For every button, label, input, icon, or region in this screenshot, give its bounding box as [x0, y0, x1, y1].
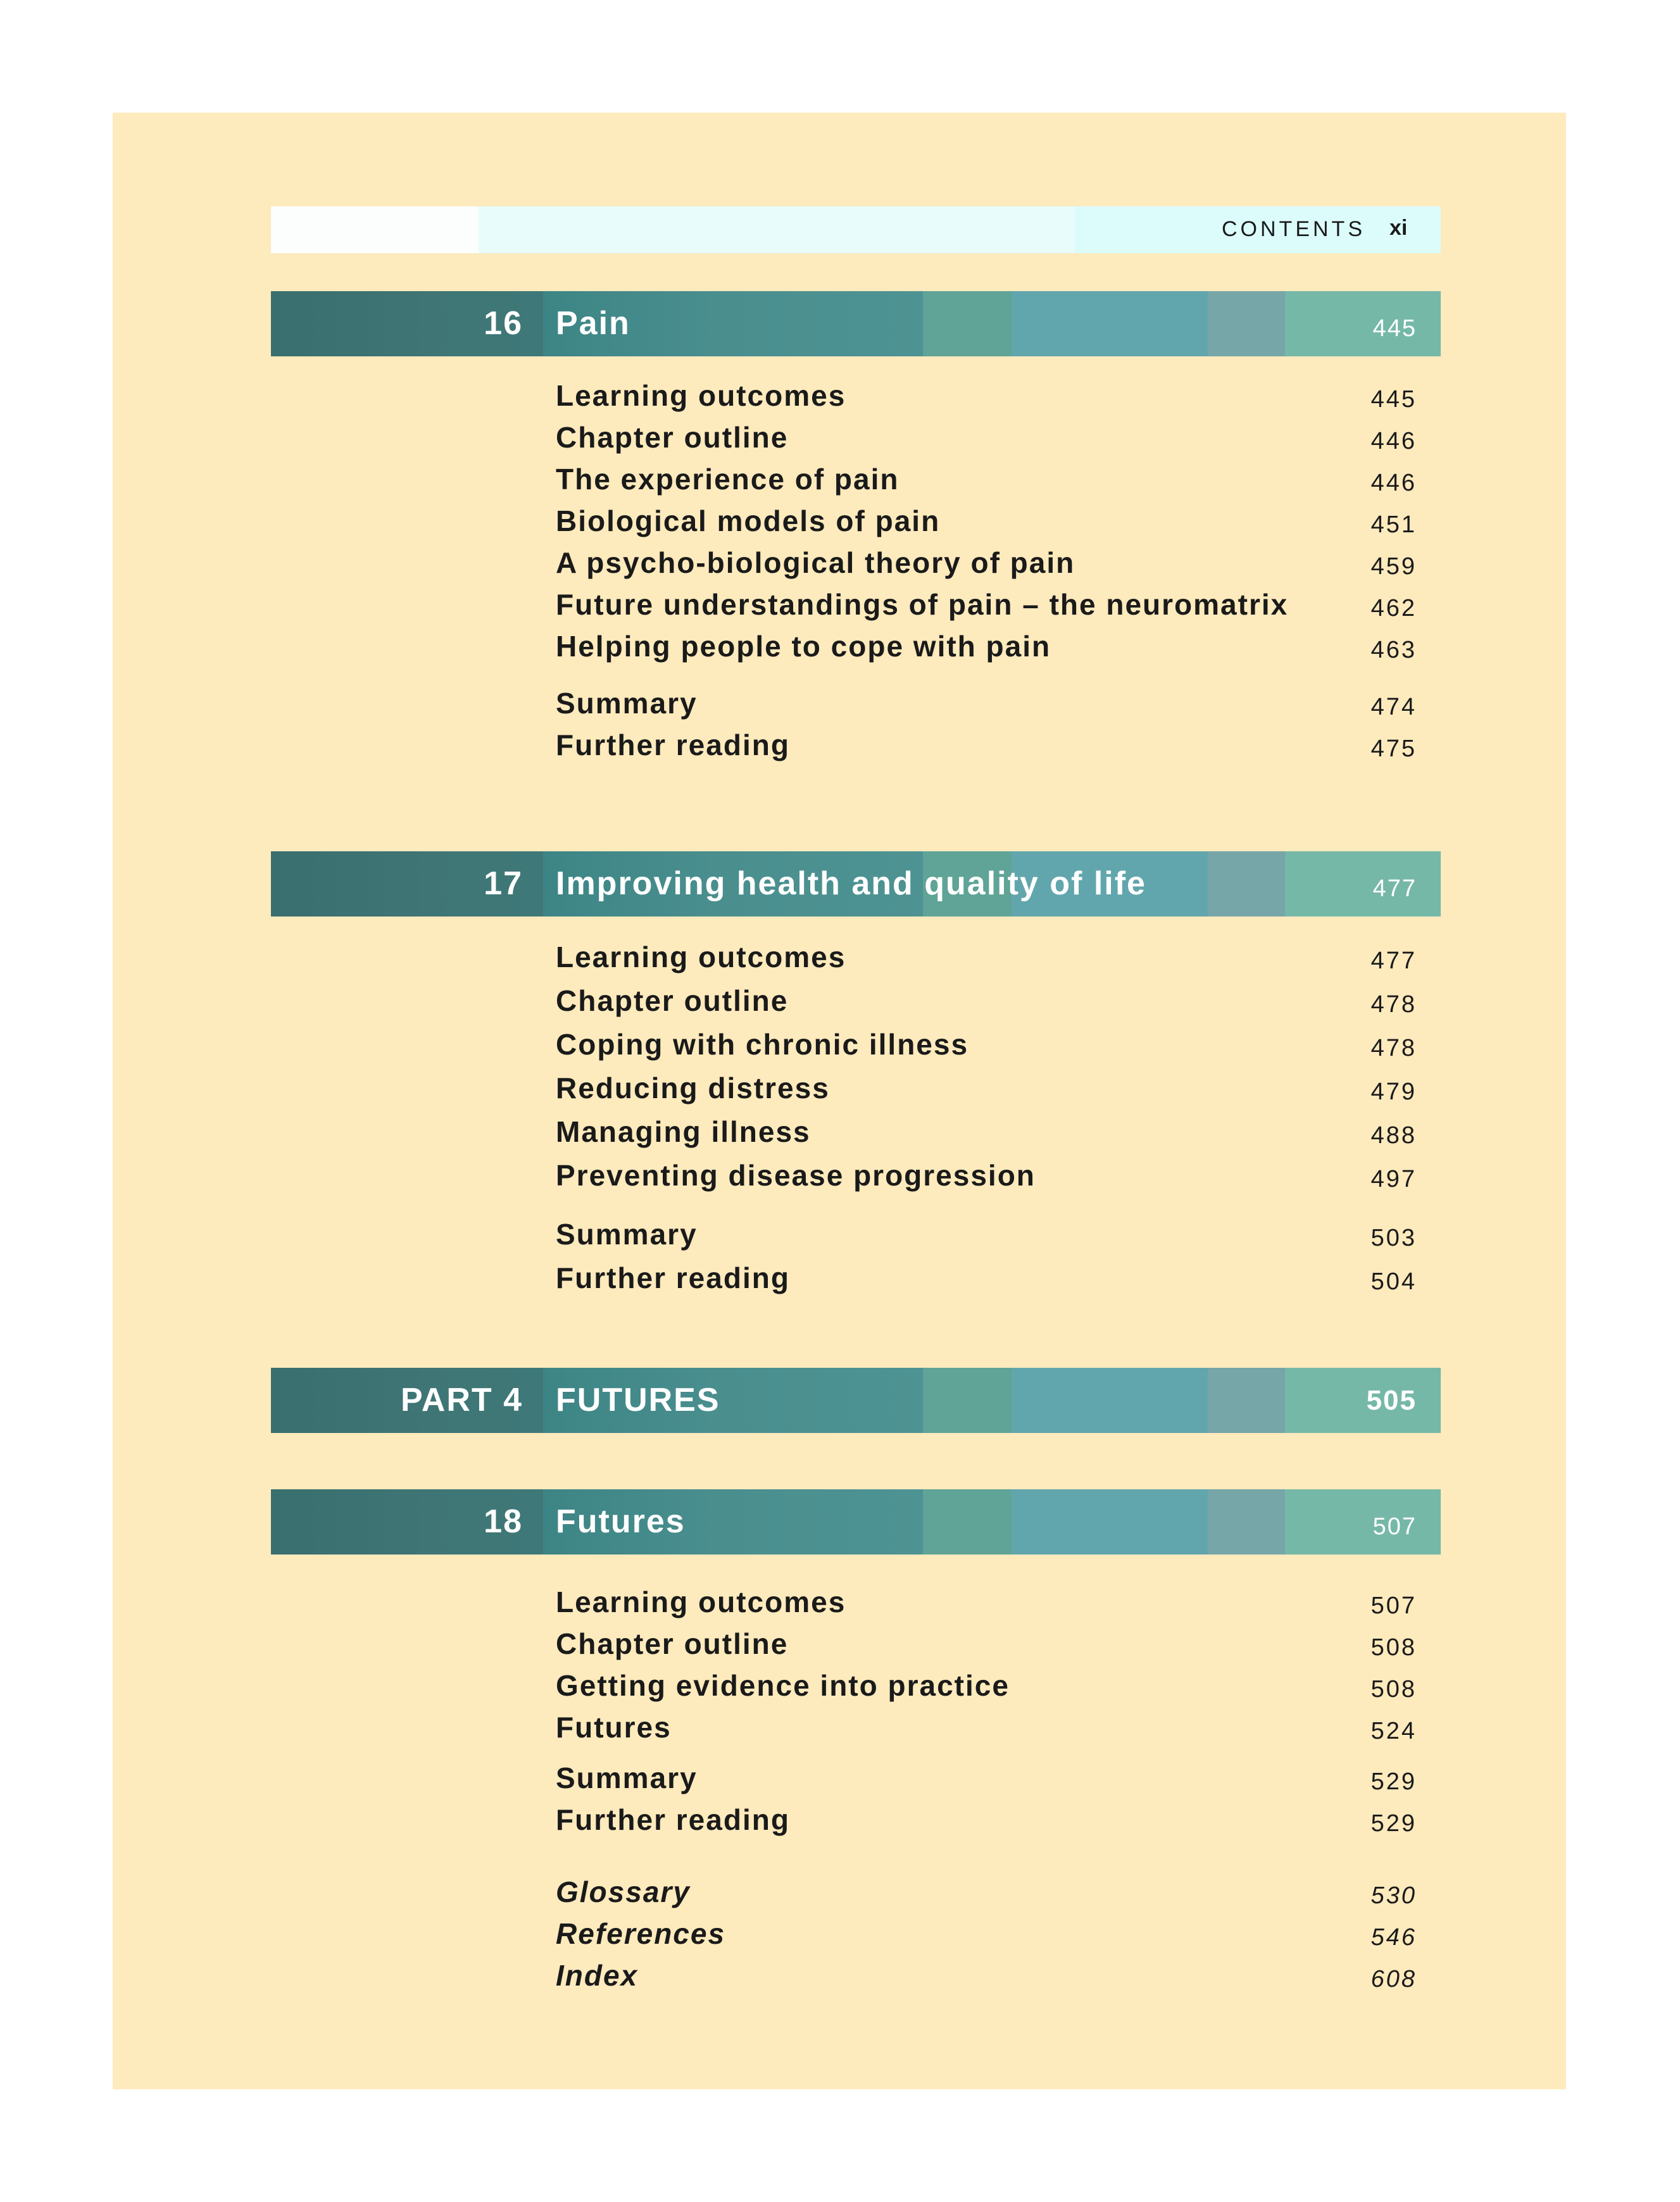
entry-title: Coping with chronic illness	[556, 1028, 969, 1061]
entry-title: A psycho-biological theory of pain	[556, 546, 1075, 579]
toc-entry-references[interactable]	[556, 1913, 1417, 1955]
chapter-16-entries	[556, 375, 1417, 766]
toc-entry[interactable]	[556, 724, 1417, 766]
toc-entry[interactable]	[556, 1111, 1417, 1154]
entry-title: Helping people to cope with pain	[556, 630, 1051, 663]
entry-page: 478	[1370, 991, 1417, 1018]
entry-title: The experience of pain	[556, 463, 900, 496]
toc-entry[interactable]	[556, 416, 1417, 458]
chapter-number: 18	[484, 1503, 523, 1540]
running-header-label: CONTENTS	[1222, 217, 1365, 241]
toc-entry[interactable]	[556, 1067, 1417, 1111]
toc-entry[interactable]	[556, 936, 1417, 980]
toc-entry[interactable]	[556, 1665, 1417, 1706]
part-title: FUTURES	[556, 1382, 720, 1418]
entry-page: 479	[1370, 1079, 1417, 1105]
toc-entry[interactable]	[556, 682, 1417, 724]
part-page: 505	[1366, 1385, 1417, 1416]
entry-page: 507	[1370, 1592, 1417, 1619]
entry-page: 508	[1370, 1676, 1417, 1703]
toc-entry[interactable]	[556, 1154, 1417, 1198]
chapter-title: Pain	[556, 305, 630, 342]
entry-title: Chapter outline	[556, 1627, 789, 1660]
chapter-title: Improving health and quality of life	[556, 865, 1146, 902]
chapter-16-heading-bar[interactable]	[271, 291, 1441, 356]
chapter-17-heading-bar[interactable]	[271, 851, 1441, 916]
entry-title: Futures	[556, 1711, 672, 1744]
entry-page: 463	[1370, 637, 1417, 663]
chapter-page: 477	[1372, 875, 1417, 902]
entry-page: 608	[1370, 1966, 1417, 1992]
toc-entry[interactable]	[556, 584, 1417, 625]
entry-page: 530	[1370, 1882, 1417, 1909]
toc-entry[interactable]	[556, 625, 1417, 667]
chapter-title: Futures	[556, 1503, 686, 1540]
entry-page: 497	[1370, 1166, 1417, 1192]
entry-title: Index	[556, 1959, 639, 1992]
toc-entry[interactable]	[556, 1257, 1417, 1301]
toc-entry[interactable]	[556, 1799, 1417, 1841]
entry-page: 474	[1370, 694, 1417, 720]
entry-page: 546	[1370, 1924, 1417, 1951]
entry-title: Getting evidence into practice	[556, 1669, 1010, 1702]
entry-title: Glossary	[556, 1875, 691, 1908]
chapter-number: 17	[484, 865, 523, 902]
entry-page: 462	[1370, 595, 1417, 622]
entry-title: Summary	[556, 687, 698, 720]
running-header-page-number: xi	[1389, 216, 1408, 240]
entry-title: Further reading	[556, 1261, 790, 1294]
toc-entry[interactable]	[556, 458, 1417, 500]
chapter-18-heading-bar[interactable]	[271, 1489, 1441, 1555]
toc-entry-glossary[interactable]	[556, 1871, 1417, 1913]
entry-page: 445	[1370, 386, 1417, 413]
entry-title: Learning outcomes	[556, 1586, 846, 1618]
toc-entry[interactable]	[556, 375, 1417, 416]
chapter-18-entries	[556, 1581, 1417, 1996]
toc-entry[interactable]	[556, 1213, 1417, 1257]
entry-title: Managing illness	[556, 1115, 811, 1148]
entry-page: 478	[1370, 1035, 1417, 1061]
entry-title: Learning outcomes	[556, 941, 846, 973]
entry-page: 508	[1370, 1634, 1417, 1661]
entry-page: 504	[1370, 1268, 1417, 1295]
entry-title: Chapter outline	[556, 984, 789, 1017]
toc-entry[interactable]	[556, 980, 1417, 1023]
entry-title: References	[556, 1917, 726, 1950]
entry-page: 446	[1370, 428, 1417, 454]
entry-title: Biological models of pain	[556, 504, 941, 537]
entry-page: 529	[1370, 1810, 1417, 1837]
chapter-number: 16	[484, 305, 523, 342]
entry-title: Chapter outline	[556, 421, 789, 454]
toc-entry[interactable]	[556, 1581, 1417, 1623]
entry-page: 459	[1370, 553, 1417, 580]
entry-title: Further reading	[556, 1803, 790, 1836]
toc-entry[interactable]	[556, 542, 1417, 584]
entry-title: Learning outcomes	[556, 379, 846, 412]
entry-title: Summary	[556, 1761, 698, 1794]
entry-title: Future understandings of pain – the neuromatrix	[556, 588, 1289, 621]
toc-entry[interactable]	[556, 1623, 1417, 1665]
chapter-17-entries	[556, 936, 1417, 1301]
entry-page: 503	[1370, 1225, 1417, 1251]
toc-entry[interactable]	[556, 1706, 1417, 1748]
part-4-heading-bar[interactable]	[271, 1368, 1441, 1433]
entry-title: Further reading	[556, 729, 790, 761]
toc-entry[interactable]	[556, 1757, 1417, 1799]
entry-page: 446	[1370, 470, 1417, 496]
entry-page: 529	[1370, 1768, 1417, 1795]
chapter-page: 445	[1372, 315, 1417, 342]
entry-title: Reducing distress	[556, 1072, 830, 1104]
entry-page: 488	[1370, 1122, 1417, 1149]
entry-title: Preventing disease progression	[556, 1159, 1036, 1192]
part-number: PART 4	[400, 1382, 523, 1418]
entry-page: 475	[1370, 735, 1417, 762]
chapter-page: 507	[1372, 1513, 1417, 1540]
entry-page: 477	[1370, 948, 1417, 974]
entry-page: 451	[1370, 511, 1417, 538]
entry-title: Summary	[556, 1218, 698, 1251]
toc-entry-index[interactable]	[556, 1955, 1417, 1996]
toc-entry[interactable]	[556, 500, 1417, 542]
toc-entry[interactable]	[556, 1023, 1417, 1067]
entry-page: 524	[1370, 1718, 1417, 1744]
